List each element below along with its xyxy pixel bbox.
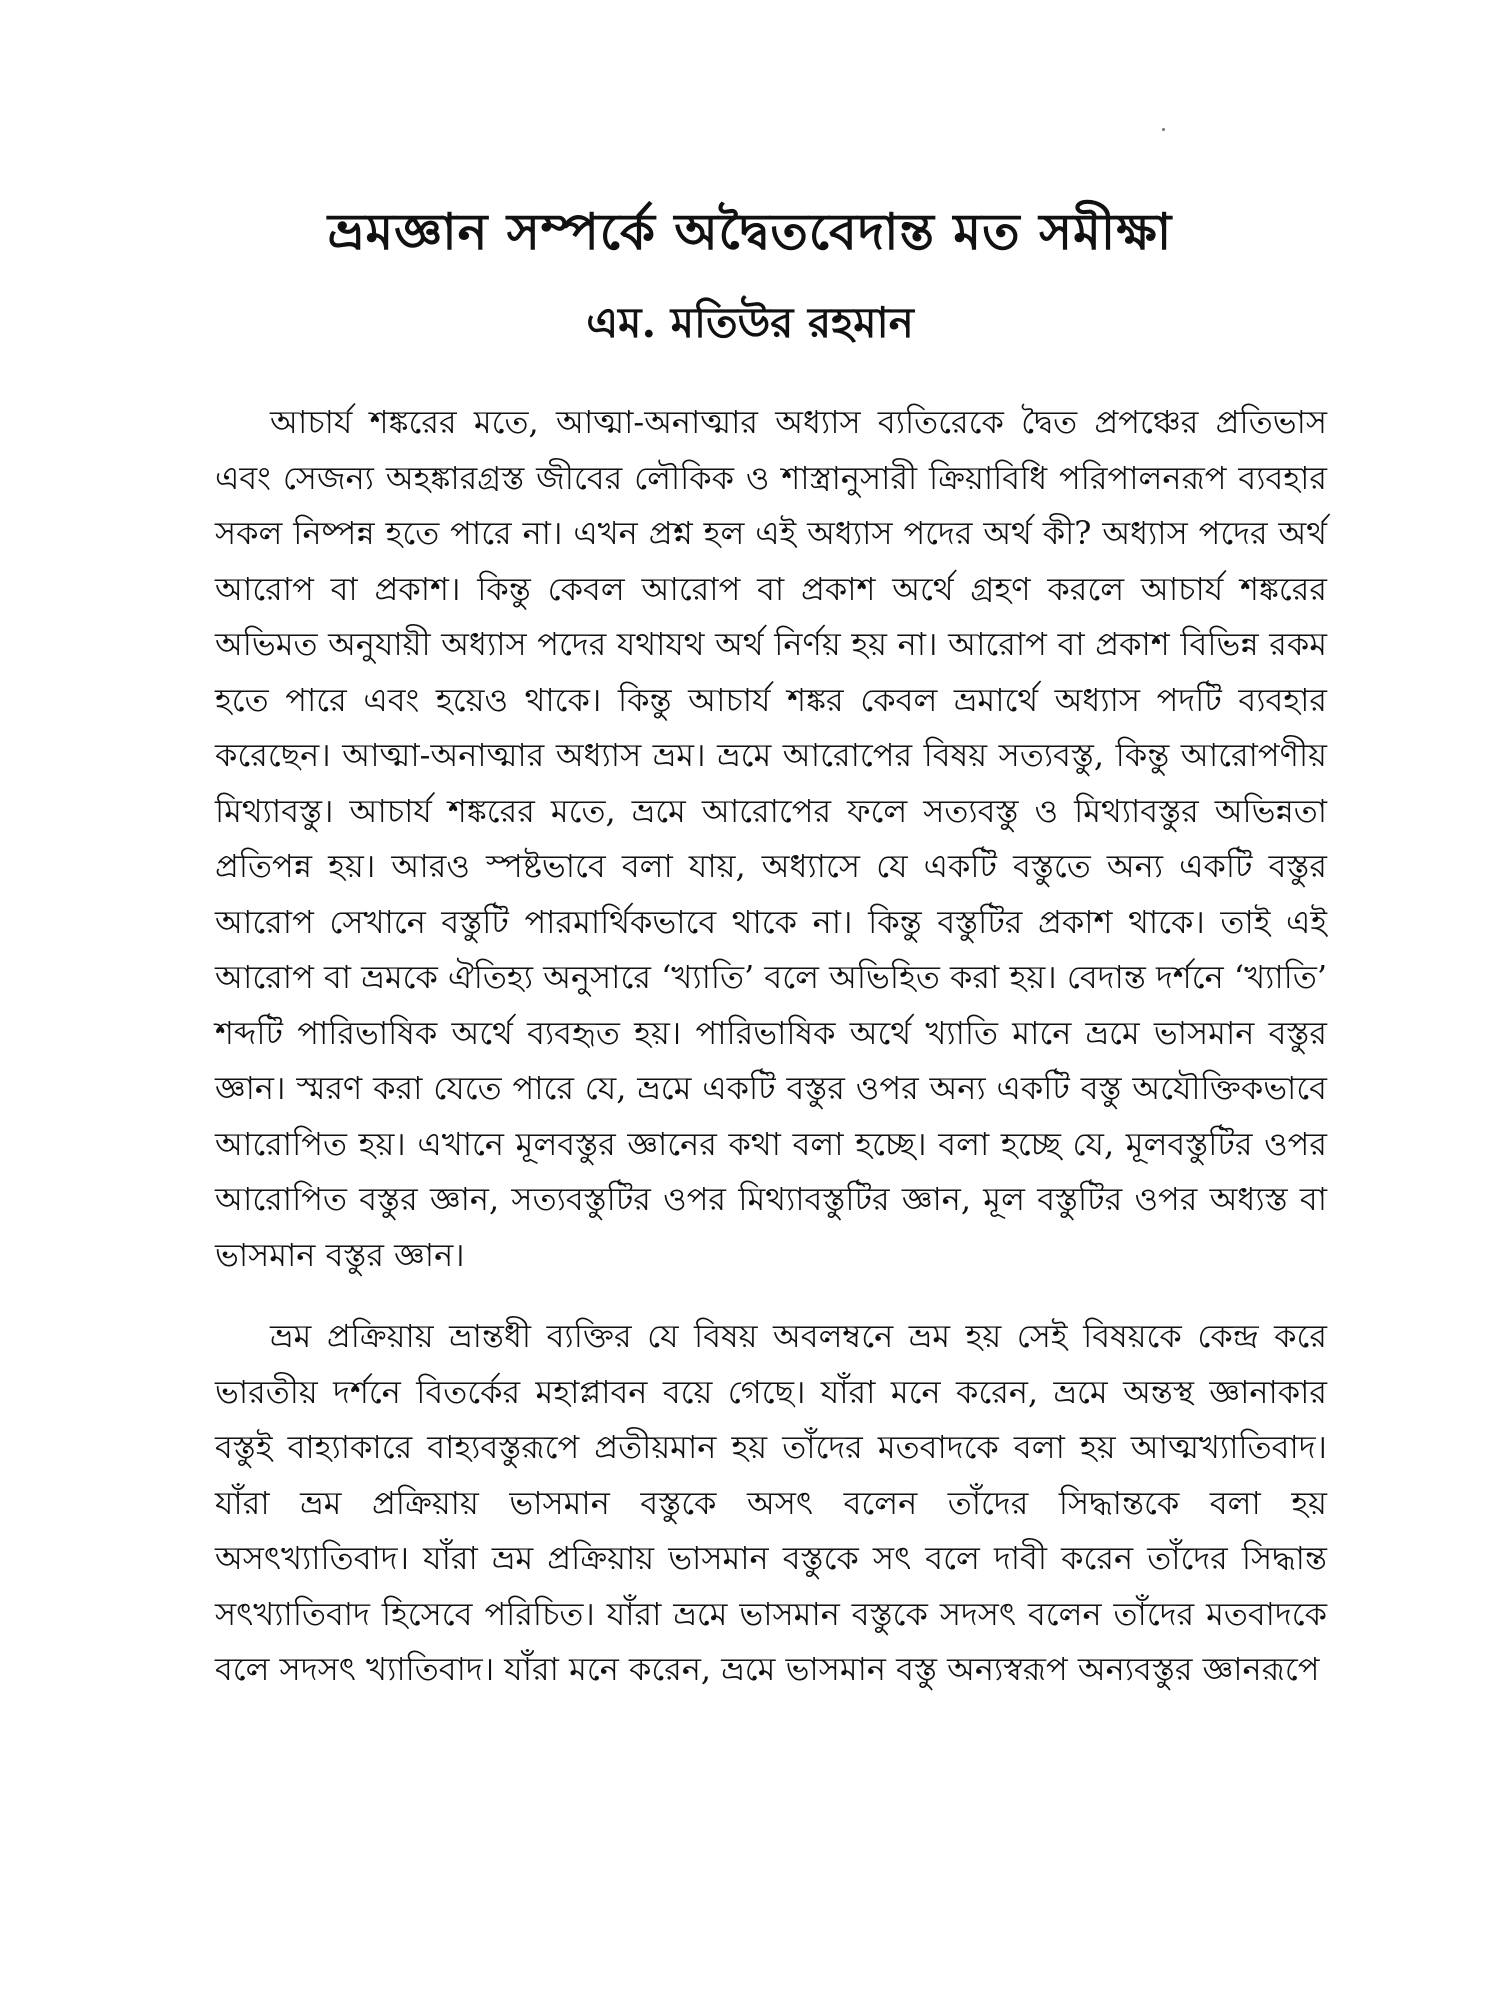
article-title: ভ্রমজ্ঞান সম্পর্কে অদ্বৈতবেদান্ত মত সমীক্ষা [327,202,1173,261]
paragraph-1: আচার্য শঙ্করের মতে, আত্মা-অনাত্মার অধ্যাস ব্যতিরেকে দ্বৈত প্রপঞ্চের প্রতিভাস এবং সেজন্য অহঙ্কারগ্রস্ত জীবের লৌকিক ও শাস্ত্রানুসারী ক্রিয়াবিধি পরিপালনরূপ ব্যবহার সকল নিষ্পন্ন হতে পারে না। এখন প্রশ্ন হল এই অধ্যাস পদের অর্থ কী? অধ্যাস পদের অর্থ আরোপ বা প্রকাশ। কিন্তু কেবল আরোপ বা প্রকাশ অর্থে গ্রহণ করলে আচার্য শঙ্করের অভিমত অনুযায়ী অধ্যাস পদের যথাযথ অর্থ নির্ণয় হয় না। আরোপ বা প্রকাশ বিভিন্ন রকম হতে পারে এবং হয়েও থাকে। কিন্তু আচার্য শঙ্কর কেবল ভ্রমার্থে অধ্যাস পদটি ব্যবহার করেছেন। আত্মা-অনাত্মার অধ্যাস ভ্রম। ভ্রমে আরোপের বিষয় সত্যবস্তু, কিন্তু আরোপণীয় মিথ্যাবস্তু। আচার্য শঙ্করের মতে, ভ্রমে আরোপের ফলে সত্যবস্তু ও মিথ্যাবস্তুর অভিন্নতা প্রতিপন্ন হয়। আরও স্পষ্টভাবে বলা যায়, অধ্যাসে যে একটি বস্তুতে অন্য একটি বস্তুর আরোপ সেখানে বস্তুটি পারমার্থিকভাবে থাকে না। কিন্তু বস্তুটির প্রকাশ থাকে। তাই এই আরোপ বা ভ্রমকে ঐতিহ্য অনুসারে ‘খ্যাতি’ বলে অভিহিত করা হয়। বেদান্ত দর্শনে ‘খ্যাতি’ শব্দটি পারিভাষিক অর্থে ব্যবহৃত হয়। পারিভাষিক অর্থে খ্যাতি মানে ভ্রমে ভাসমান বস্তুর জ্ঞান। স্মরণ করা যেতে পারে যে, ভ্রমে একটি বস্তুর ওপর অন্য একটি বস্তু অযৌক্তিকভাবে আরোপিত হয়। এখানে মূলবস্তুর জ্ঞানের কথা বলা হচ্ছে। বলা হচ্ছে যে, মূলবস্তুটির ওপর আরোপিত বস্তুর জ্ঞান, সত্যবস্তুটির ওপর মিথ্যাবস্তুটির জ্ঞান, মূল বস্তুটির ওপর অধ্যস্ত বা ভাসমান বস্তুর জ্ঞান। [215,403,1327,1274]
article-body [215,395,1327,1724]
scan-speck [1162,128,1165,131]
article-author: এম. মতিউর রহমান [586,298,914,347]
paragraph-2: ভ্রম প্রক্রিয়ায় ভ্রান্তধী ব্যক্তির যে বিষয় অবলম্বনে ভ্রম হয় সেই বিষয়কে কেন্দ্র করে ভারতীয় দর্শনে বিতর্কের মহাপ্লাবন বয়ে গেছে। যাঁরা মনে করেন, ভ্রমে অন্তস্থ জ্ঞানাকার বস্তুই বাহ্যাকারে বাহ্যবস্তুরূপে প্রতীয়মান হয় তাঁদের মতবাদকে বলা হয় আত্মখ্যাতিবাদ। যাঁরা ভ্রম প্রক্রিয়ায় ভাসমান বস্তুকে অসৎ বলেন তাঁদের সিদ্ধান্তকে বলা হয় অসৎখ্যাতিবাদ। যাঁরা ভ্রম প্রক্রিয়ায় ভাসমান বস্তুকে সৎ বলে দাবী করেন তাঁদের সিদ্ধান্ত সৎখ্যাতিবাদ হিসেবে পরিচিত। যাঁরা ভ্রমে ভাসমান বস্তুকে সদসৎ বলেন তাঁদের মতবাদকে বলে সদসৎ খ্যাতিবাদ। যাঁরা মনে করেন, ভ্রমে ভাসমান বস্তু অন্যস্বরূপ অন্যবস্তুর জ্ঞানরূপে [215,1317,1327,1688]
